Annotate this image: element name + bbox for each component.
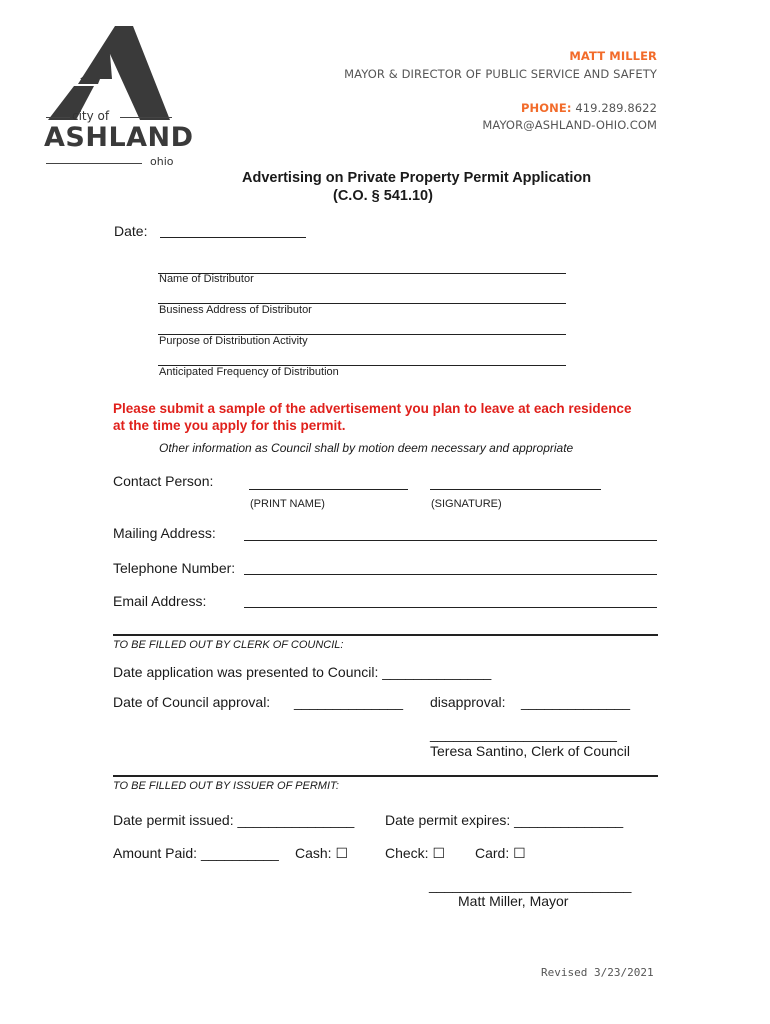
phone-line [521,101,657,115]
date-presented: Date application was presented to Council: ______________ [113,664,492,680]
council-approval-label: Date of Council approval: [113,694,271,710]
distribution-purpose-label: Purpose of Distribution Activity [159,335,308,347]
logo-city-of: city of [72,109,110,123]
distribution-frequency-label: Anticipated Frequency of Distribution [159,366,339,378]
logo-state: ohio [150,155,174,168]
clerk-signature-field[interactable]: ________________________ [430,726,617,742]
print-name-label: (PRINT NAME) [250,498,325,510]
date-label: Date: [114,223,148,239]
council-approval-field[interactable]: ______________ [294,694,404,710]
amount-paid[interactable]: Amount Paid: __________ [113,845,279,861]
mayor-signature-field[interactable]: __________________________ [429,877,632,893]
date-permit-expires[interactable]: Date permit expires: ______________ [385,812,624,828]
check-checkbox[interactable]: Check: ☐ [385,845,446,861]
mayor-name: MATT MILLER [569,49,657,63]
revised-date: Revised 3/23/2021 [541,966,654,979]
print-name-field[interactable] [249,489,408,490]
signature-field[interactable] [430,489,601,490]
phone-number: 419.289.8622 [575,101,657,115]
mailing-address-label: Mailing Address: [113,525,216,541]
signature-label: (SIGNATURE) [431,498,502,510]
issuer-section-heading: TO BE FILLED OUT BY ISSUER OF PERMIT: [113,780,339,792]
clerk-section-divider [113,634,658,636]
other-info-note: Other information as Council shall by motion deem necessary and appropriate [159,441,574,455]
city-logo [40,24,194,174]
clerk-section-heading: TO BE FILLED OUT BY CLERK OF COUNCIL: [113,639,344,651]
sample-notice-line2: at the time you apply for this permit. [113,418,346,433]
email-label: Email Address: [113,593,207,609]
disapproval-field[interactable]: ______________ [521,694,631,710]
date-permit-issued[interactable]: Date permit issued: _______________ [113,812,355,828]
issuer-section-divider [113,775,658,777]
form-code: (C.O. § 541.10) [333,188,433,204]
clerk-name: Teresa Santino, Clerk of Council [430,743,630,759]
ashland-a-icon [40,24,180,124]
date-field[interactable] [160,237,306,238]
sample-notice-line1: Please submit a sample of the advertisement you plan to leave at each residence [113,401,632,416]
distributor-address-label: Business Address of Distributor [159,304,312,316]
contact-person-label: Contact Person: [113,473,214,489]
email-field[interactable] [244,607,657,608]
cash-checkbox[interactable]: Cash: ☐ [295,845,349,861]
card-checkbox[interactable]: Card: ☐ [475,845,526,861]
telephone-label: Telephone Number: [113,560,236,576]
mayor-position: MAYOR & DIRECTOR OF PUBLIC SERVICE AND SAFETY [344,67,657,81]
telephone-field[interactable] [244,574,657,575]
disapproval-label: disapproval: [430,694,506,710]
mayor-email: MAYOR@ASHLAND-OHIO.COM [482,118,657,132]
mailing-address-field[interactable] [244,540,657,541]
distributor-name-label: Name of Distributor [159,273,254,285]
form-title: Advertising on Private Property Permit Application [242,170,592,186]
phone-label: PHONE: [521,101,572,115]
mayor-signature-name: Matt Miller, Mayor [458,893,569,909]
logo-name: ASHLAND [44,122,194,153]
